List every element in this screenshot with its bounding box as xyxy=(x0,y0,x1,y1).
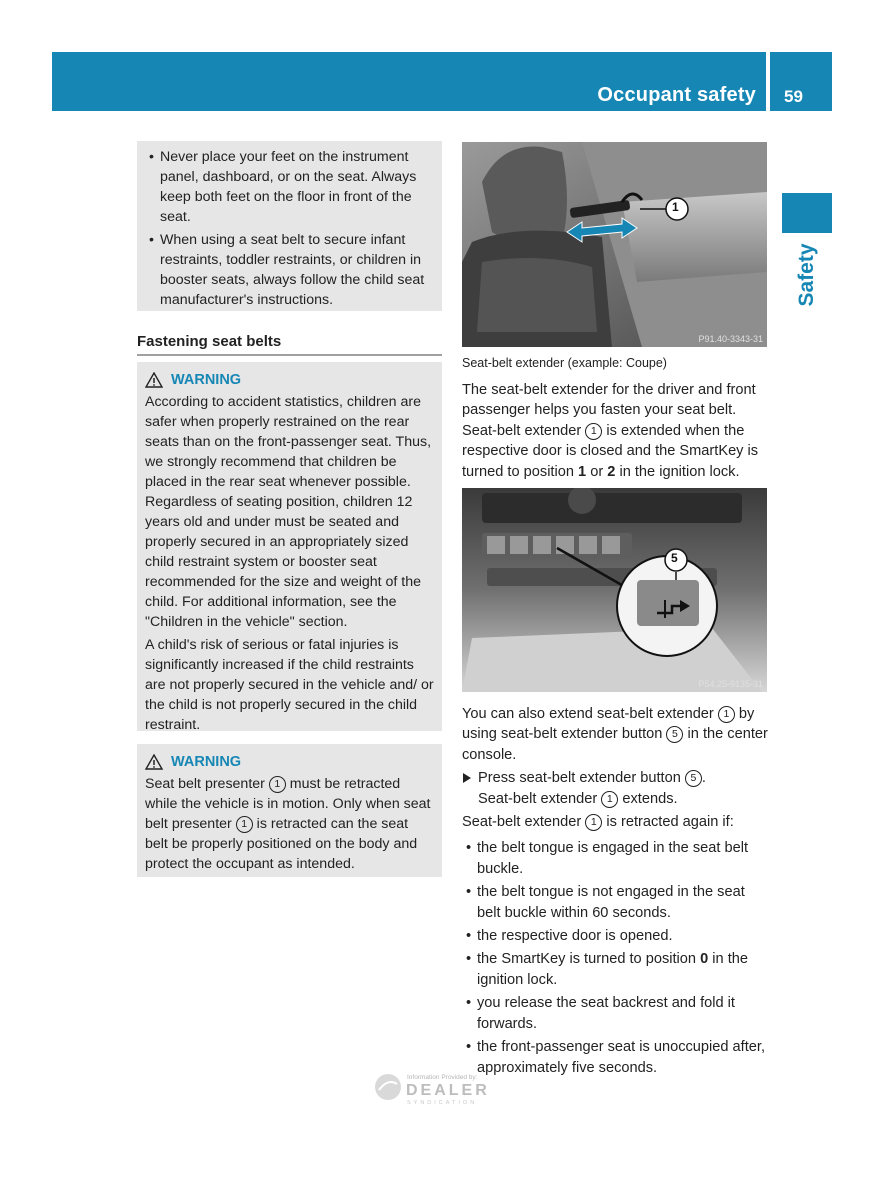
list-item: • the respective door is opened. xyxy=(462,926,772,946)
warning-header xyxy=(145,370,434,390)
figure-caption: Seat-belt extender (example: Coupe) xyxy=(462,356,667,370)
text-run: in the center console. xyxy=(462,726,768,763)
callout-ref-1: 1 xyxy=(585,423,602,440)
position-value: 0 xyxy=(700,951,709,968)
text-run: is extended when the respective door is closed and the SmartKey is turned to position xyxy=(462,422,759,480)
center-console-photo xyxy=(462,488,767,692)
callout-ref-1: 1 xyxy=(601,791,618,808)
warning-paragraph xyxy=(145,774,434,874)
position-value: 2 xyxy=(607,463,616,480)
header-bar xyxy=(52,52,766,111)
text-run: Press seat-belt extender button xyxy=(478,770,681,787)
callout-ref-5: 5 xyxy=(685,770,702,787)
side-tab-label xyxy=(782,240,832,310)
dealer-watermark xyxy=(373,1072,508,1110)
warning-title: WARNING xyxy=(171,372,242,388)
seat-belt-extender-photo xyxy=(462,142,767,347)
page-number: 59 xyxy=(784,87,803,106)
list-item: • the front-passenger seat is unoccupied after, approximately five seconds. xyxy=(462,1037,772,1078)
list-item: • the belt tongue is engaged in the seat belt buckle. xyxy=(462,838,772,879)
watermark-sub: SYNDICATION xyxy=(407,1100,478,1106)
figure-code: P54.25-9135-31 xyxy=(698,679,763,689)
text-run: the SmartKey is turned to position xyxy=(477,951,697,968)
figure-callout-1: 1 xyxy=(672,200,679,214)
warning-triangle-icon xyxy=(145,754,163,770)
list-item: • When using a seat belt to secure infant restraints, toddler restraints, or children in booster seats, always follow the child seat manufacturer's instructions. xyxy=(145,230,436,310)
text-run: extends. xyxy=(622,790,678,807)
paragraph xyxy=(462,380,772,482)
side-tab-text: Safety xyxy=(795,243,818,307)
seat-illustration xyxy=(462,142,767,347)
watermark-logo-icon xyxy=(373,1072,403,1102)
figure-code: P91.40-3343-31 xyxy=(698,334,763,344)
list-item: • the belt tongue is not engaged in the seat belt buckle within 60 seconds. xyxy=(462,882,772,923)
text-run: or xyxy=(590,463,604,480)
list-item xyxy=(462,949,772,990)
tips-box xyxy=(137,141,442,311)
text-run: by using seat-belt extender button xyxy=(462,706,755,743)
text-run: Seat-belt extender xyxy=(478,790,598,807)
warning-box-presenter xyxy=(137,744,442,877)
text-run: is retracted again if: xyxy=(606,814,734,831)
console-instructions xyxy=(462,704,772,1081)
console-illustration xyxy=(462,488,767,692)
callout-ref-1: 1 xyxy=(718,706,735,723)
list-item: • Never place your feet on the instrument panel, dashboard, or on the seat. Always keep both feet on the floor in front of the seat. xyxy=(145,147,436,227)
intro-paragraph xyxy=(462,380,772,485)
text-run: in the ignition lock. xyxy=(477,951,748,988)
section-heading: Fastening seat belts xyxy=(137,333,442,356)
text-run: The seat-belt extender for the driver and front passenger helps you fasten your seat belt. Seat-belt extender xyxy=(462,382,756,439)
list-item: • you release the seat backrest and fold it forwards. xyxy=(462,993,772,1034)
side-tab-marker xyxy=(782,193,832,233)
text-run: Seat-belt extender xyxy=(462,814,582,831)
callout-ref-5: 5 xyxy=(666,726,683,743)
callout-ref-1: 1 xyxy=(269,776,286,793)
watermark-brand: DEALER xyxy=(406,1082,490,1099)
paragraph xyxy=(462,812,772,832)
tips-list xyxy=(145,147,436,310)
paragraph xyxy=(462,704,772,765)
position-value: 1 xyxy=(578,463,587,480)
watermark-small-text: Information Provided by: xyxy=(407,1074,478,1081)
text-run: You can also extend seat-belt extender xyxy=(462,706,714,722)
text-run: is retracted can the seat belt be properly positioned on the body and protect the occupant as intended. xyxy=(145,816,418,872)
warning-box-children xyxy=(137,362,442,731)
text-run: in the ignition lock. xyxy=(619,463,740,480)
text-run: Seat belt presenter xyxy=(145,776,265,792)
instruction-step: Press seat-belt extender button 5 . Seat-belt extender 1 extends. xyxy=(462,768,772,809)
retract-conditions-list xyxy=(462,838,772,1077)
warning-title: WARNING xyxy=(171,754,242,770)
section-title: Occupant safety xyxy=(597,84,756,106)
step-arrow-icon xyxy=(463,773,471,783)
warning-paragraph: According to accident statistics, children are safer when properly restrained on the rear seats than on the front-passenger seat. Thus, we strongly recommend that children be placed in the rear seat whenever possible. Regardless of seating position, children 12 years old and under must be seated and properly secured in an appropriately sized child restraint system or booster seat recommended for the size and weight of the child. For additional information, see the "Children in the vehicle" section. xyxy=(145,394,432,630)
figure-callout-5: 5 xyxy=(671,551,678,565)
callout-ref-1: 1 xyxy=(236,816,253,833)
warning-triangle-icon xyxy=(145,372,163,388)
callout-ref-1: 1 xyxy=(585,814,602,831)
warning-paragraph: A child's risk of serious or fatal injuries is significantly increased if the child restraints are not properly secured in the vehicle and/ or the child is not properly secured in the child restraint. xyxy=(145,637,434,733)
page-number-box xyxy=(770,52,832,111)
warning-header xyxy=(145,752,434,772)
text-run: must be retracted while the vehicle is in motion. Only when seat belt presenter xyxy=(145,776,431,832)
